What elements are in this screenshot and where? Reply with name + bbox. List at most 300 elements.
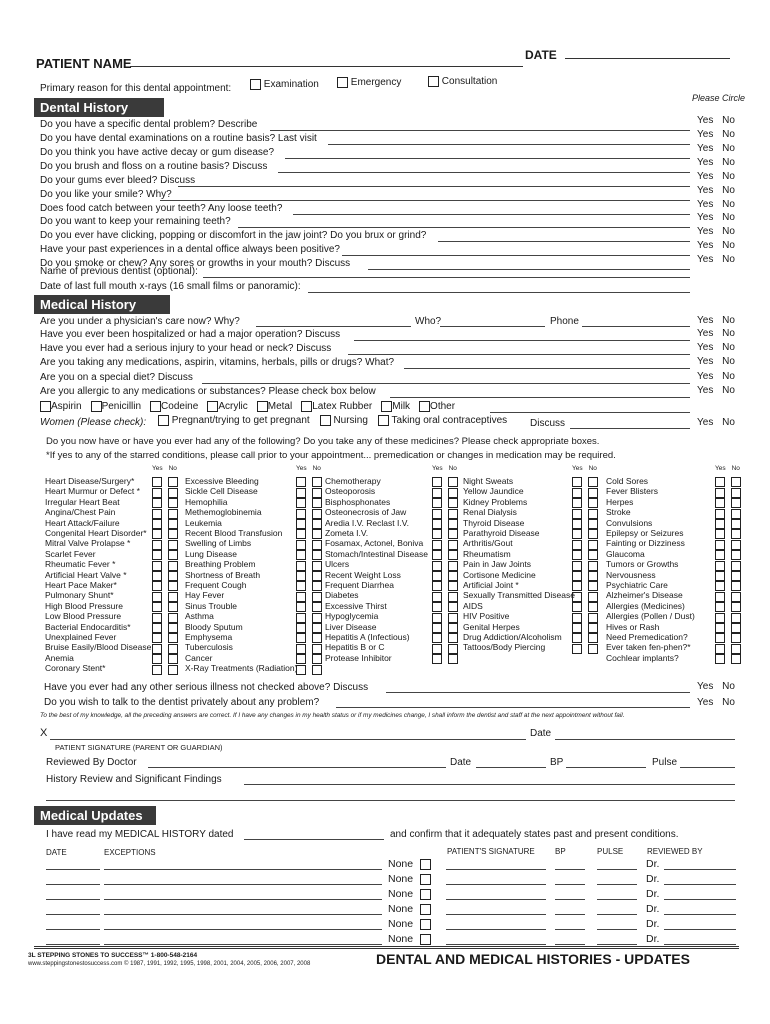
no-checkbox[interactable] <box>448 509 458 519</box>
no-checkbox[interactable] <box>731 613 741 623</box>
condition-yes-no-boxes[interactable] <box>152 498 180 509</box>
yes-checkbox[interactable] <box>152 633 162 643</box>
no-checkbox[interactable] <box>312 529 322 539</box>
yes-no-circle[interactable] <box>697 129 735 140</box>
dental-answer-field[interactable] <box>238 227 690 228</box>
no-checkbox[interactable] <box>448 613 458 623</box>
no-checkbox[interactable] <box>312 561 322 571</box>
allergy-option[interactable] <box>301 401 372 412</box>
yes-checkbox[interactable] <box>152 498 162 508</box>
patient-name-field[interactable] <box>130 66 523 67</box>
condition-yes-no-boxes[interactable] <box>432 550 460 561</box>
no-checkbox[interactable] <box>448 644 458 654</box>
update-bp-field[interactable] <box>555 944 585 945</box>
no-checkbox[interactable] <box>588 561 598 571</box>
medical-answer-field[interactable] <box>390 397 690 398</box>
yes-checkbox[interactable] <box>432 571 442 581</box>
no-option[interactable]: No <box>722 226 735 237</box>
update-reviewed-by-field[interactable] <box>664 899 736 900</box>
yes-option[interactable]: Yes <box>697 171 714 182</box>
women-option[interactable] <box>158 415 310 426</box>
no-checkbox[interactable] <box>588 633 598 643</box>
yes-option[interactable]: Yes <box>697 356 714 367</box>
no-checkbox[interactable] <box>312 613 322 623</box>
yes-checkbox[interactable] <box>432 581 442 591</box>
update-pulse-field[interactable] <box>597 899 637 900</box>
no-checkbox[interactable] <box>448 581 458 591</box>
condition-yes-no-boxes[interactable] <box>432 643 460 654</box>
yes-no-circle[interactable] <box>697 185 735 196</box>
yes-checkbox[interactable] <box>296 550 306 560</box>
yes-checkbox[interactable] <box>572 561 582 571</box>
checkbox[interactable] <box>420 934 431 945</box>
dental-answer-field[interactable] <box>368 269 690 270</box>
condition-yes-no-boxes[interactable] <box>715 529 743 540</box>
condition-yes-no-boxes[interactable] <box>152 487 180 498</box>
yes-checkbox[interactable] <box>715 613 725 623</box>
update-none-option[interactable] <box>388 858 431 870</box>
yes-checkbox[interactable] <box>432 644 442 654</box>
condition-yes-no-boxes[interactable] <box>296 602 324 613</box>
condition-yes-no-boxes[interactable] <box>432 477 460 488</box>
condition-yes-no-boxes[interactable] <box>296 623 324 634</box>
yes-no-circle[interactable] <box>697 115 735 126</box>
condition-yes-no-boxes[interactable] <box>572 550 600 561</box>
women-option[interactable] <box>320 415 368 426</box>
condition-yes-no-boxes[interactable] <box>296 529 324 540</box>
pulse-field[interactable] <box>680 767 735 768</box>
condition-yes-no-boxes[interactable] <box>715 508 743 519</box>
condition-yes-no-boxes[interactable] <box>572 477 600 488</box>
condition-yes-no-boxes[interactable] <box>296 664 324 675</box>
yes-checkbox[interactable] <box>572 509 582 519</box>
reason-examination[interactable]: Examination <box>250 79 319 90</box>
update-reviewed-by-field[interactable] <box>664 914 736 915</box>
condition-yes-no-boxes[interactable] <box>152 581 180 592</box>
yes-checkbox[interactable] <box>715 498 725 508</box>
condition-yes-no-boxes[interactable] <box>432 519 460 530</box>
update-date-field[interactable] <box>46 884 100 885</box>
yes-checkbox[interactable] <box>715 654 725 664</box>
update-reviewed-by-field[interactable] <box>664 944 736 945</box>
no-checkbox[interactable] <box>168 571 178 581</box>
dental-answer-field[interactable] <box>285 158 690 159</box>
no-checkbox[interactable] <box>168 602 178 612</box>
condition-yes-no-boxes[interactable] <box>715 623 743 634</box>
patient-signature-field[interactable] <box>50 739 526 740</box>
no-checkbox[interactable] <box>312 633 322 643</box>
physician-why-field[interactable] <box>256 326 411 327</box>
allergy-option[interactable] <box>419 401 455 412</box>
yes-checkbox[interactable] <box>572 550 582 560</box>
no-checkbox[interactable] <box>168 498 178 508</box>
dental-answer-field[interactable] <box>270 130 690 131</box>
yes-option[interactable]: Yes <box>697 115 714 126</box>
condition-yes-no-boxes[interactable] <box>572 591 600 602</box>
yes-checkbox[interactable] <box>715 571 725 581</box>
yes-checkbox[interactable] <box>152 592 162 602</box>
women-option[interactable] <box>378 415 507 426</box>
condition-yes-no-boxes[interactable] <box>572 539 600 550</box>
no-option[interactable]: No <box>722 328 735 339</box>
who-field[interactable] <box>440 326 545 327</box>
condition-yes-no-boxes[interactable] <box>572 487 600 498</box>
yes-option[interactable]: Yes <box>697 185 714 196</box>
update-signature-field[interactable] <box>446 869 546 870</box>
yes-checkbox[interactable] <box>152 509 162 519</box>
yes-option[interactable]: Yes <box>697 199 714 210</box>
no-checkbox[interactable] <box>588 488 598 498</box>
yes-checkbox[interactable] <box>296 581 306 591</box>
yes-checkbox[interactable] <box>432 602 442 612</box>
yes-checkbox[interactable] <box>432 519 442 529</box>
no-checkbox[interactable] <box>731 540 741 550</box>
no-checkbox[interactable] <box>168 581 178 591</box>
medical-answer-field[interactable] <box>354 340 690 341</box>
update-none-option[interactable] <box>388 903 431 915</box>
yes-option[interactable]: Yes <box>697 226 714 237</box>
yes-checkbox[interactable] <box>432 529 442 539</box>
no-checkbox[interactable] <box>312 488 322 498</box>
yes-checkbox[interactable] <box>572 529 582 539</box>
condition-yes-no-boxes[interactable] <box>152 623 180 634</box>
no-checkbox[interactable] <box>312 654 322 664</box>
update-exceptions-field[interactable] <box>104 899 382 900</box>
no-checkbox[interactable] <box>731 592 741 602</box>
no-checkbox[interactable] <box>588 623 598 633</box>
condition-yes-no-boxes[interactable] <box>715 498 743 509</box>
no-option[interactable]: No <box>722 240 735 251</box>
privately-field[interactable] <box>336 707 690 708</box>
yes-checkbox[interactable] <box>296 633 306 643</box>
yes-checkbox[interactable] <box>572 644 582 654</box>
no-checkbox[interactable] <box>312 592 322 602</box>
reason-consultation[interactable]: Consultation <box>428 76 497 87</box>
no-checkbox[interactable] <box>731 633 741 643</box>
yes-checkbox[interactable] <box>572 519 582 529</box>
no-checkbox[interactable] <box>448 561 458 571</box>
yes-checkbox[interactable] <box>432 592 442 602</box>
medical-answer-field[interactable] <box>202 383 690 384</box>
reviewed-by-field[interactable] <box>148 767 446 768</box>
no-checkbox[interactable] <box>168 592 178 602</box>
condition-yes-no-boxes[interactable] <box>715 571 743 582</box>
checkbox[interactable] <box>420 874 431 885</box>
no-checkbox[interactable] <box>588 571 598 581</box>
checkbox[interactable] <box>320 415 331 426</box>
condition-yes-no-boxes[interactable] <box>432 487 460 498</box>
condition-yes-no-boxes[interactable] <box>432 602 460 613</box>
yes-checkbox[interactable] <box>152 665 162 675</box>
yes-checkbox[interactable] <box>715 644 725 654</box>
condition-yes-no-boxes[interactable] <box>432 498 460 509</box>
no-checkbox[interactable] <box>312 519 322 529</box>
condition-yes-no-boxes[interactable] <box>715 560 743 571</box>
dental-answer-field[interactable] <box>293 214 690 215</box>
condition-yes-no-boxes[interactable] <box>296 571 324 582</box>
condition-yes-no-boxes[interactable] <box>715 519 743 530</box>
yes-no-circle[interactable]: Yes No <box>697 681 735 692</box>
condition-yes-no-boxes[interactable] <box>296 519 324 530</box>
yes-checkbox[interactable] <box>296 644 306 654</box>
condition-yes-no-boxes[interactable] <box>152 633 180 644</box>
yes-checkbox[interactable] <box>715 529 725 539</box>
update-bp-field[interactable] <box>555 914 585 915</box>
checkbox[interactable] <box>250 79 261 90</box>
women-discuss-field[interactable] <box>570 428 690 429</box>
yes-no-circle[interactable] <box>697 143 735 154</box>
no-option[interactable]: No <box>722 143 735 154</box>
checkbox[interactable] <box>419 401 430 412</box>
yes-option[interactable]: Yes <box>697 157 714 168</box>
yes-checkbox[interactable] <box>572 488 582 498</box>
no-checkbox[interactable] <box>588 602 598 612</box>
no-checkbox[interactable] <box>731 602 741 612</box>
yes-no-circle[interactable] <box>697 199 735 210</box>
no-checkbox[interactable] <box>731 509 741 519</box>
yes-checkbox[interactable] <box>296 519 306 529</box>
no-checkbox[interactable] <box>588 519 598 529</box>
update-bp-field[interactable] <box>555 869 585 870</box>
condition-yes-no-boxes[interactable] <box>296 643 324 654</box>
no-checkbox[interactable] <box>312 571 322 581</box>
checkbox[interactable] <box>40 401 51 412</box>
no-checkbox[interactable] <box>731 498 741 508</box>
yes-checkbox[interactable] <box>715 488 725 498</box>
checkbox[interactable] <box>428 76 439 87</box>
condition-yes-no-boxes[interactable] <box>572 571 600 582</box>
condition-yes-no-boxes[interactable] <box>715 633 743 644</box>
condition-yes-no-boxes[interactable] <box>296 654 324 665</box>
condition-yes-no-boxes[interactable] <box>432 581 460 592</box>
no-checkbox[interactable] <box>588 592 598 602</box>
update-none-option[interactable] <box>388 933 431 945</box>
no-checkbox[interactable] <box>731 488 741 498</box>
yes-checkbox[interactable] <box>432 654 442 664</box>
no-checkbox[interactable] <box>168 644 178 654</box>
no-checkbox[interactable] <box>168 633 178 643</box>
dental-answer-field[interactable] <box>178 186 690 187</box>
no-checkbox[interactable] <box>168 529 178 539</box>
update-date-field[interactable] <box>46 929 100 930</box>
yes-no-circle[interactable] <box>697 212 735 223</box>
no-checkbox[interactable] <box>448 592 458 602</box>
no-option[interactable]: No <box>722 185 735 196</box>
yes-checkbox[interactable] <box>296 613 306 623</box>
condition-yes-no-boxes[interactable] <box>715 643 743 654</box>
condition-yes-no-boxes[interactable] <box>715 581 743 592</box>
checkbox[interactable] <box>420 859 431 870</box>
condition-yes-no-boxes[interactable] <box>152 654 180 665</box>
update-signature-field[interactable] <box>446 944 546 945</box>
no-checkbox[interactable] <box>588 477 598 487</box>
yes-checkbox[interactable] <box>715 592 725 602</box>
yes-checkbox[interactable] <box>152 529 162 539</box>
yes-checkbox[interactable] <box>715 581 725 591</box>
yes-checkbox[interactable] <box>296 488 306 498</box>
no-checkbox[interactable] <box>168 561 178 571</box>
checkbox[interactable] <box>158 415 169 426</box>
yes-checkbox[interactable] <box>432 488 442 498</box>
yes-checkbox[interactable] <box>152 654 162 664</box>
dental-answer-field[interactable] <box>438 241 690 242</box>
medical-answer-field[interactable] <box>348 354 690 355</box>
checkbox[interactable] <box>301 401 312 412</box>
no-checkbox[interactable] <box>448 633 458 643</box>
yes-checkbox[interactable] <box>152 519 162 529</box>
checkbox[interactable] <box>337 77 348 88</box>
allergy-option[interactable] <box>91 401 141 412</box>
no-checkbox[interactable] <box>588 509 598 519</box>
condition-yes-no-boxes[interactable] <box>432 623 460 634</box>
condition-yes-no-boxes[interactable] <box>296 539 324 550</box>
update-reviewed-by-field[interactable] <box>664 929 736 930</box>
update-signature-field[interactable] <box>446 914 546 915</box>
yes-checkbox[interactable] <box>432 550 442 560</box>
no-checkbox[interactable] <box>312 509 322 519</box>
no-checkbox[interactable] <box>448 488 458 498</box>
yes-checkbox[interactable] <box>296 602 306 612</box>
condition-yes-no-boxes[interactable] <box>432 591 460 602</box>
condition-yes-no-boxes[interactable] <box>432 633 460 644</box>
yes-checkbox[interactable] <box>296 509 306 519</box>
condition-yes-no-boxes[interactable] <box>152 550 180 561</box>
yes-checkbox[interactable] <box>572 540 582 550</box>
no-checkbox[interactable] <box>168 488 178 498</box>
update-signature-field[interactable] <box>446 929 546 930</box>
yes-no-circle[interactable] <box>697 254 735 265</box>
yes-checkbox[interactable] <box>296 561 306 571</box>
yes-checkbox[interactable] <box>152 623 162 633</box>
yes-checkbox[interactable] <box>296 529 306 539</box>
no-checkbox[interactable] <box>731 644 741 654</box>
yes-checkbox[interactable] <box>572 498 582 508</box>
yes-no-circle[interactable] <box>697 371 735 382</box>
yes-checkbox[interactable] <box>432 633 442 643</box>
no-checkbox[interactable] <box>448 529 458 539</box>
checkbox[interactable] <box>420 889 431 900</box>
yes-no-circle[interactable] <box>697 171 735 182</box>
condition-yes-no-boxes[interactable] <box>572 643 600 654</box>
no-checkbox[interactable] <box>448 498 458 508</box>
yes-no-circle[interactable] <box>697 157 735 168</box>
condition-yes-no-boxes[interactable] <box>715 654 743 665</box>
update-pulse-field[interactable] <box>597 869 637 870</box>
history-dated-field[interactable] <box>244 839 384 840</box>
no-option[interactable]: No <box>722 385 735 396</box>
checkbox[interactable] <box>91 401 102 412</box>
condition-yes-no-boxes[interactable] <box>152 508 180 519</box>
no-checkbox[interactable] <box>312 477 322 487</box>
update-signature-field[interactable] <box>446 884 546 885</box>
history-review-field[interactable] <box>244 784 735 785</box>
update-bp-field[interactable] <box>555 884 585 885</box>
yes-checkbox[interactable] <box>432 623 442 633</box>
update-bp-field[interactable] <box>555 899 585 900</box>
yes-checkbox[interactable] <box>296 654 306 664</box>
condition-yes-no-boxes[interactable] <box>715 591 743 602</box>
allergy-option[interactable] <box>381 401 410 412</box>
yes-checkbox[interactable] <box>152 644 162 654</box>
yes-no-circle[interactable] <box>697 342 735 353</box>
no-checkbox[interactable] <box>588 644 598 654</box>
update-none-option[interactable] <box>388 888 431 900</box>
update-reviewed-by-field[interactable] <box>664 884 736 885</box>
yes-no-circle[interactable]: Yes No <box>697 315 735 326</box>
update-pulse-field[interactable] <box>597 884 637 885</box>
no-checkbox[interactable] <box>168 519 178 529</box>
yes-checkbox[interactable] <box>572 613 582 623</box>
yes-checkbox[interactable] <box>432 613 442 623</box>
condition-yes-no-boxes[interactable] <box>432 571 460 582</box>
no-checkbox[interactable] <box>312 623 322 633</box>
condition-yes-no-boxes[interactable] <box>152 560 180 571</box>
yes-checkbox[interactable] <box>715 509 725 519</box>
yes-no-circle[interactable] <box>697 240 735 251</box>
yes-checkbox[interactable] <box>296 477 306 487</box>
update-signature-field[interactable] <box>446 899 546 900</box>
no-checkbox[interactable] <box>312 665 322 675</box>
yes-checkbox[interactable] <box>715 477 725 487</box>
yes-checkbox[interactable] <box>572 633 582 643</box>
yes-checkbox[interactable] <box>432 509 442 519</box>
yes-checkbox[interactable] <box>296 623 306 633</box>
checkbox[interactable] <box>150 401 161 412</box>
no-checkbox[interactable] <box>448 477 458 487</box>
condition-yes-no-boxes[interactable] <box>152 477 180 488</box>
dental-answer-field[interactable] <box>160 200 690 201</box>
no-checkbox[interactable] <box>731 529 741 539</box>
no-option[interactable]: No <box>722 356 735 367</box>
no-checkbox[interactable] <box>731 623 741 633</box>
no-checkbox[interactable] <box>168 623 178 633</box>
no-option[interactable]: No <box>722 157 735 168</box>
no-option[interactable]: No <box>722 199 735 210</box>
condition-yes-no-boxes[interactable] <box>296 550 324 561</box>
yes-checkbox[interactable] <box>296 498 306 508</box>
dental-answer-field[interactable] <box>342 255 690 256</box>
no-option[interactable]: No <box>722 342 735 353</box>
no-checkbox[interactable] <box>731 477 741 487</box>
no-checkbox[interactable] <box>312 581 322 591</box>
condition-yes-no-boxes[interactable] <box>152 612 180 623</box>
yes-checkbox[interactable] <box>152 613 162 623</box>
reason-emergency[interactable]: Emergency <box>337 77 401 88</box>
checkbox[interactable] <box>378 415 389 426</box>
condition-yes-no-boxes[interactable] <box>296 487 324 498</box>
yes-checkbox[interactable] <box>715 623 725 633</box>
condition-yes-no-boxes[interactable] <box>432 560 460 571</box>
condition-yes-no-boxes[interactable] <box>715 477 743 488</box>
no-checkbox[interactable] <box>168 613 178 623</box>
checkbox[interactable] <box>420 919 431 930</box>
condition-yes-no-boxes[interactable] <box>572 581 600 592</box>
allergy-option[interactable] <box>257 401 292 412</box>
yes-checkbox[interactable] <box>572 623 582 633</box>
no-checkbox[interactable] <box>588 498 598 508</box>
condition-yes-no-boxes[interactable] <box>152 571 180 582</box>
yes-checkbox[interactable] <box>572 571 582 581</box>
yes-checkbox[interactable] <box>152 602 162 612</box>
condition-yes-no-boxes[interactable] <box>432 612 460 623</box>
yes-no-circle[interactable] <box>697 385 735 396</box>
condition-yes-no-boxes[interactable] <box>296 633 324 644</box>
condition-yes-no-boxes[interactable] <box>715 550 743 561</box>
yes-checkbox[interactable] <box>432 540 442 550</box>
condition-yes-no-boxes[interactable] <box>715 539 743 550</box>
yes-checkbox[interactable] <box>152 571 162 581</box>
allergy-other-field[interactable] <box>490 412 690 413</box>
